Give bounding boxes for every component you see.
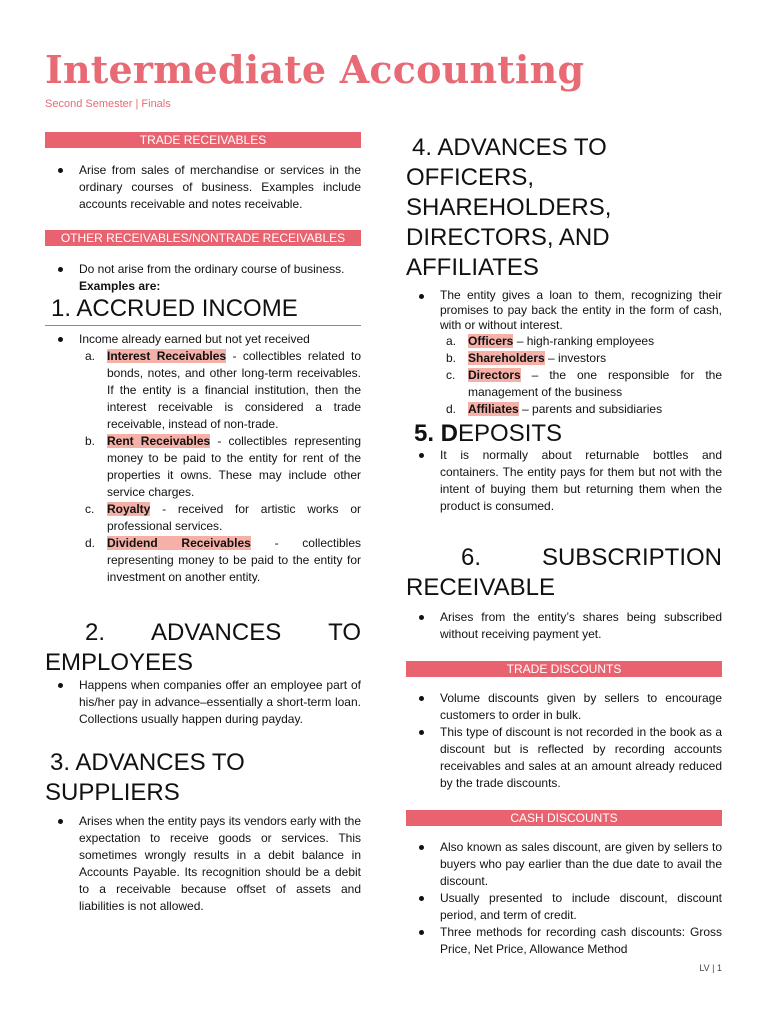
sub-item-rent bbox=[45, 433, 361, 501]
list-item: Arise from sales of merchandise or services in the ordinary courses of business. Examples include accounts receivable and notes receivable. bbox=[45, 162, 361, 213]
cash-discounts-banner: CASH DISCOUNTS bbox=[406, 810, 722, 826]
sub-item-royalty bbox=[45, 501, 361, 535]
sub-item-directors bbox=[406, 367, 722, 401]
term-highlight: Rent Receivables bbox=[107, 434, 211, 448]
term-highlight: Affiliates bbox=[468, 402, 519, 416]
examples-label: Examples are: bbox=[79, 279, 161, 293]
sub-item-affiliates bbox=[406, 401, 722, 418]
trade-receivables-banner: TRADE RECEIVABLES bbox=[45, 132, 361, 148]
heading-line: AFFILIATES bbox=[406, 254, 539, 281]
sub-marker: c. bbox=[85, 502, 95, 516]
deposits-heading bbox=[406, 419, 722, 449]
term-description: – the one responsible for the management of the business bbox=[468, 368, 722, 399]
heading-line: SHAREHOLDERS, bbox=[406, 194, 612, 221]
accrued-income-list bbox=[45, 331, 361, 348]
sub-marker: b. bbox=[85, 434, 96, 448]
bullet-text: Do not arise from the ordinary course of business. bbox=[79, 262, 345, 276]
term-description: – investors bbox=[544, 351, 607, 365]
term-description: - collectibles representing money to be paid to the entity for rent of the properties it owns. These may include other service charges. bbox=[107, 434, 361, 499]
list-item: Also known as sales discount, are given by sellers to buyers who pay earlier than the due date to avail the discount. bbox=[406, 839, 722, 890]
sub-item-officers bbox=[406, 333, 722, 350]
accrued-income-sublist bbox=[45, 348, 361, 586]
term-highlight: Officers bbox=[468, 334, 514, 348]
term-description: – parents and subsidiaries bbox=[518, 402, 663, 416]
term-highlight: Interest Receivables bbox=[107, 349, 227, 363]
heading-line: 2. ADVANCES TO bbox=[85, 619, 361, 646]
list-item: It is normally about returnable bottles and containers. The entity pays for them but not with the intent of buying them but returning them when the product is consumed. bbox=[406, 447, 722, 515]
advances-officers-heading bbox=[406, 133, 722, 283]
list-item: Arises when the entity pays its vendors early with the expectation to receive goods or services. This sometimes wrongly results in a debit balance in Accounts Payable. Its recognition should be a debit to a receivable because offset of assets and liabilities is not allowed. bbox=[45, 813, 361, 915]
other-receivables-list bbox=[45, 261, 361, 295]
heading-line: 3. ADVANCES TO bbox=[50, 749, 245, 776]
term-description: - received for artistic works or professional services. bbox=[107, 502, 361, 533]
sub-item-interest bbox=[45, 348, 361, 433]
advances-officers-sublist bbox=[406, 333, 722, 418]
page-title: Intermediate Accounting bbox=[45, 47, 585, 92]
term-highlight: Dividend Receivables bbox=[107, 536, 251, 550]
list-item: Three methods for recording cash discounts: Gross Price, Net Price, Allowance Method bbox=[406, 924, 722, 958]
heading-line: DIRECTORS, AND bbox=[406, 224, 610, 251]
term-highlight: Directors bbox=[468, 368, 521, 382]
advances-employees-heading bbox=[45, 618, 361, 678]
list-item: This type of discount is not recorded in the book as a discount but is reflected by recording accounts receivables and sales at an amount already reduced by the trade discounts. bbox=[406, 724, 722, 792]
sub-marker: d. bbox=[85, 536, 96, 550]
deposits-list bbox=[406, 447, 722, 515]
subscription-heading bbox=[406, 543, 722, 603]
accrued-income-heading: 1. ACCRUED INCOME bbox=[45, 294, 361, 326]
sub-marker: a. bbox=[85, 349, 96, 363]
term-highlight: Royalty bbox=[107, 502, 151, 516]
sub-item-shareholders bbox=[406, 350, 722, 367]
sub-marker: c. bbox=[446, 368, 456, 382]
sub-marker: b. bbox=[446, 351, 457, 365]
heading-line: EMPLOYEES bbox=[45, 649, 194, 676]
list-item: Usually presented to include discount, discount period, and term of credit. bbox=[406, 890, 722, 924]
list-item: Income already earned but not yet received bbox=[45, 331, 361, 348]
list-item bbox=[45, 261, 361, 295]
heading-line: RECEIVABLE bbox=[406, 574, 555, 601]
other-receivables-banner: OTHER RECEIVABLES/NONTRADE RECEIVABLES bbox=[45, 230, 361, 246]
advances-suppliers-list bbox=[45, 813, 361, 915]
list-item: Volume discounts given by sellers to encourage customers to order in bulk. bbox=[406, 690, 722, 724]
sub-item-dividend bbox=[45, 535, 361, 586]
list-item: The entity gives a loan to them, recognizing their promises to pay back the entity in the form of cash, with or without interest. bbox=[406, 288, 722, 333]
heading-line: SUPPLIERS bbox=[45, 779, 180, 806]
trade-receivables-list bbox=[45, 162, 361, 213]
list-item: Arises from the entity’s shares being subscribed without receiving payment yet. bbox=[406, 609, 722, 643]
cash-discounts-list bbox=[406, 839, 722, 958]
term-description: - collectibles representing money to be paid to the entity for investment on another entity. bbox=[107, 536, 362, 584]
sub-marker: a. bbox=[446, 334, 457, 348]
advances-suppliers-heading bbox=[45, 748, 361, 808]
term-description: – high-ranking employees bbox=[513, 334, 655, 348]
trade-discounts-banner: TRADE DISCOUNTS bbox=[406, 661, 722, 677]
advances-employees-list bbox=[45, 677, 361, 728]
term-highlight: Shareholders bbox=[468, 351, 545, 365]
heading-line: 6. SUBSCRIPTION bbox=[461, 544, 722, 571]
term-description: - collectibles related to bonds, notes, and other long-term receivables. If the entity is a financial institution, then the interest receivable is considered a trade receivable, instead of non-trade. bbox=[107, 349, 361, 431]
heading-line: OFFICERS, bbox=[406, 164, 535, 191]
list-item: Happens when companies offer an employee part of his/her pay in advance–essentially a short-term loan. Collections usually happen during payday. bbox=[45, 677, 361, 728]
subscription-list bbox=[406, 609, 722, 643]
heading-line: 4. ADVANCES TO bbox=[412, 134, 607, 161]
page-subtitle: Second Semester | Finals bbox=[45, 98, 171, 110]
sub-marker: d. bbox=[446, 402, 457, 416]
heading-rest: EPOSITS bbox=[458, 420, 563, 447]
trade-discounts-list bbox=[406, 690, 722, 792]
advances-officers-list bbox=[406, 288, 722, 333]
page-footer: LV | 1 bbox=[699, 963, 722, 973]
heading-initial: 5. D bbox=[414, 420, 459, 447]
